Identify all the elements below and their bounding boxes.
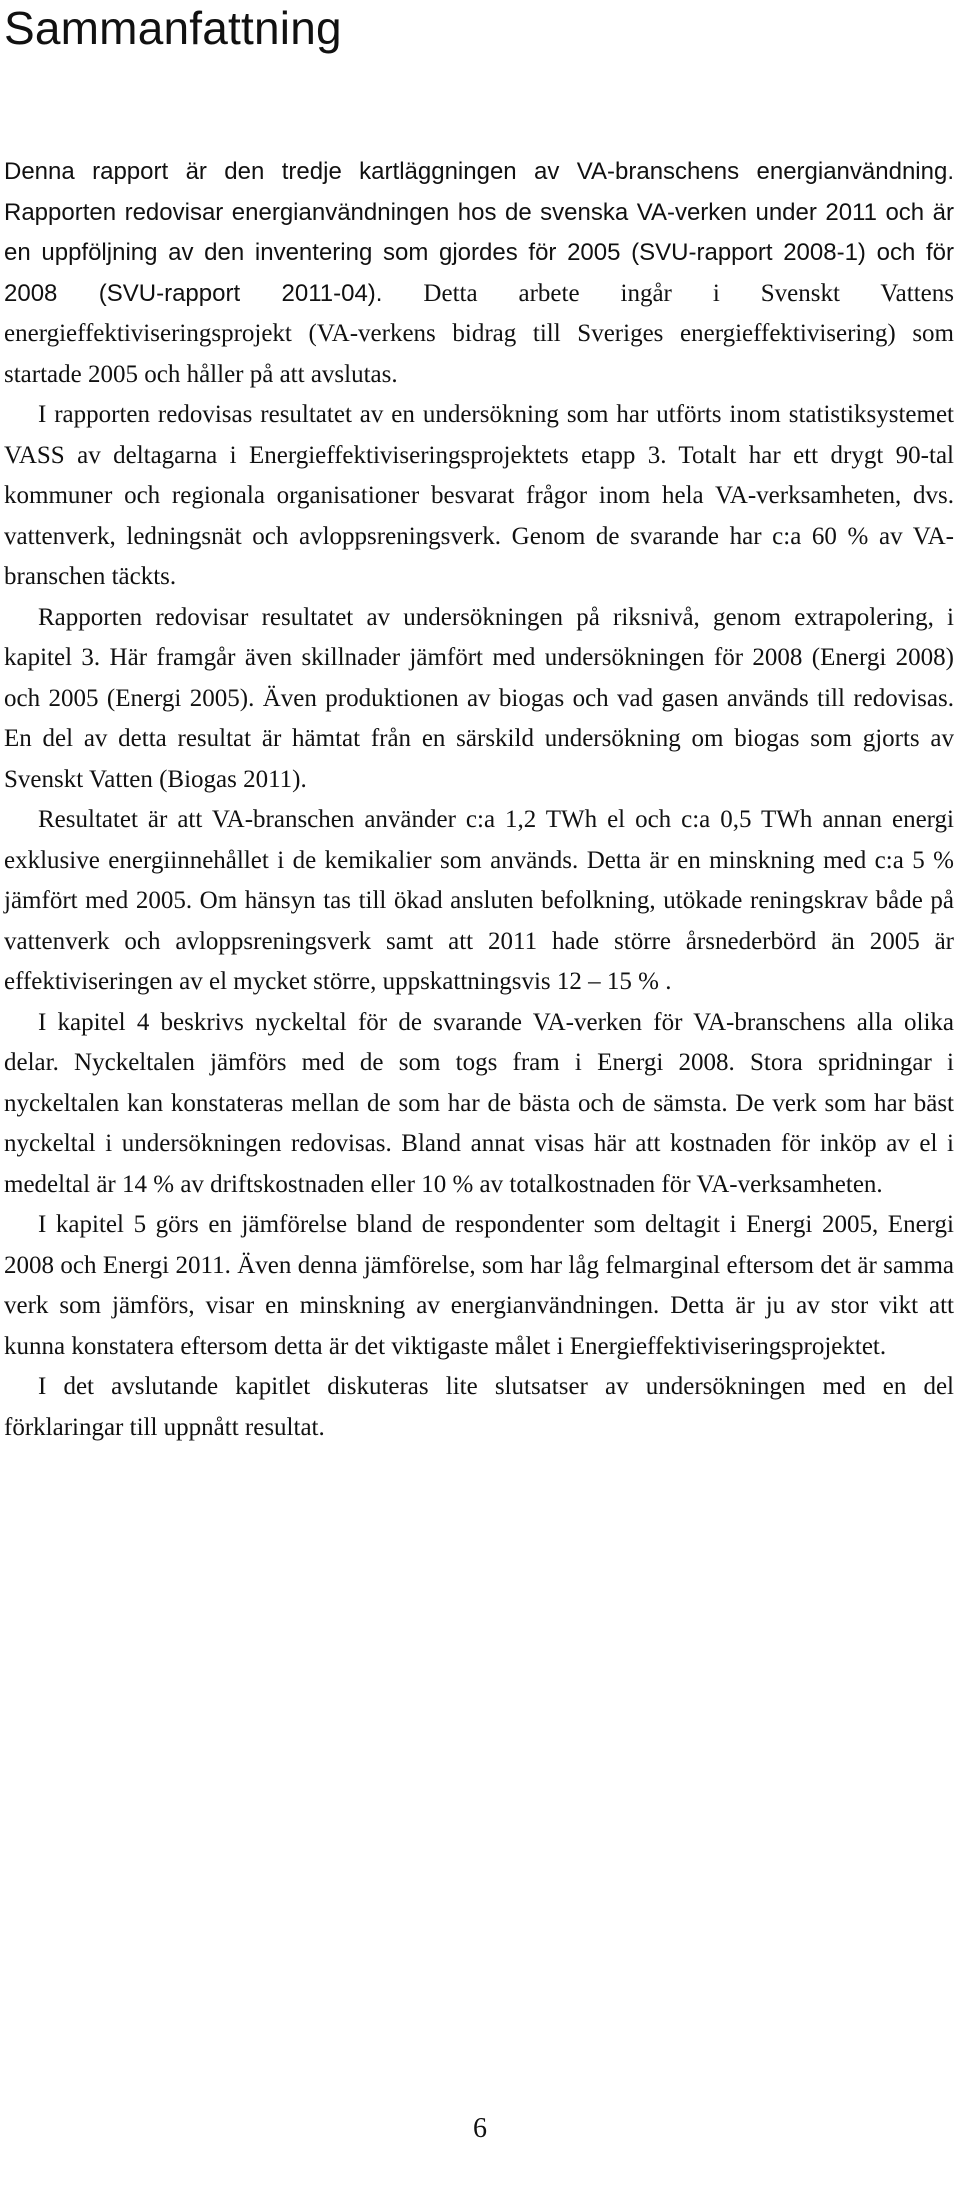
page-number: 6 (473, 2113, 487, 2144)
paragraph-4: Resultatet är att VA-branschen använder c:a 1,2 TWh el och c:a 0,5 TWh annan energi exklusive energiinnehållet i de kemikalier som används. Detta är en minskning med c:a 5 % jämfört med 2005. Om hänsyn tas till ökad ansluten befolkning, utökade reningskrav både på vattenverk och avloppsreningsverk samt att 2011 hade större årsnederbörd än 2005 är effektiviseringen av el mycket större, uppskattningsvis 12 – 15 % . (4, 806, 954, 995)
paragraph-1-serif-text: Detta arbete ingår i Svenskt Vattens energieffektiviseringsprojekt (VA-verkens bidrag till Sveriges energieffektivisering) som startade 2005 och håller på att avslutas. (4, 279, 954, 388)
paragraph-7: I det avslutande kapitlet diskuteras lite slutsatser av undersökningen med en del förklaringar till uppnått resultat. (4, 1373, 954, 1441)
paragraph-6: I kapitel 5 görs en jämförelse bland de respondenter som deltagit i Energi 2005, Energi 2008 och Energi 2011. Även denna jämförelse, som har låg felmarginal eftersom det är samma verk som jämförs, visar en minskning av energianvändningen. Detta är ju av stor vikt att kunna konstatera eftersom detta är det viktigaste målet i Energieffektiviseringsprojektet. (4, 1211, 954, 1360)
paragraph-1-sans-text: Denna rapport är den tredje kartläggningen av VA-branschens energianvändning. Rapporten redovisar energianvändningen hos de svenska VA-verken under 2011 och är en uppföljning av den inventering som gjordes för 2005 (SVU-rapport 2008-1) och för 2008 (SVU-rapport 2011-04). (4, 158, 954, 307)
summary-body (4, 152, 954, 1448)
page-heading: Sammanfattning (4, 2, 342, 54)
paragraph-1 (4, 152, 954, 395)
paragraph-3: Rapporten redovisar resultatet av undersökningen på riksnivå, genom extrapolering, i kapitel 3. Här framgår även skillnader jämfört med undersökningen för 2008 (Energi 2008) och 2005 (Energi 2005). Även produktionen av biogas och vad gasen används till redovisas. En del av detta resultat är hämtat från en särskild undersökning om biogas som gjorts av Svenskt Vatten (Biogas 2011). (4, 603, 954, 793)
paragraph-5: I kapitel 4 beskrivs nyckeltal för de svarande VA-verken för VA-branschens alla olika delar. Nyckeltalen jämförs med de som togs fram i Energi 2008. Stora spridningar i nyckeltalen kan konstateras mellan de som har de bästa och de sämsta. De verk som har bäst nyckeltal i undersökningen redovisas. Bland annat visas här att kostnaden för inköp av el i medeltal är 14 % av driftskostnaden eller 10 % av totalkostnaden för VA-verksamheten. (4, 1008, 954, 1198)
paragraph-2: I rapporten redovisas resultatet av en undersökning som har utförts inom statistiksystemet VASS av deltagarna i Energieffektiviseringsprojektets etapp 3. Totalt har ett drygt 90-tal kommuner och regionala organisationer besvarat frågor inom hela VA-verksamheten, dvs. vattenverk, ledningsnät och avloppsreningsverk. Genom de svarande har c:a 60 % av VA-branschen täckts. (4, 401, 954, 590)
